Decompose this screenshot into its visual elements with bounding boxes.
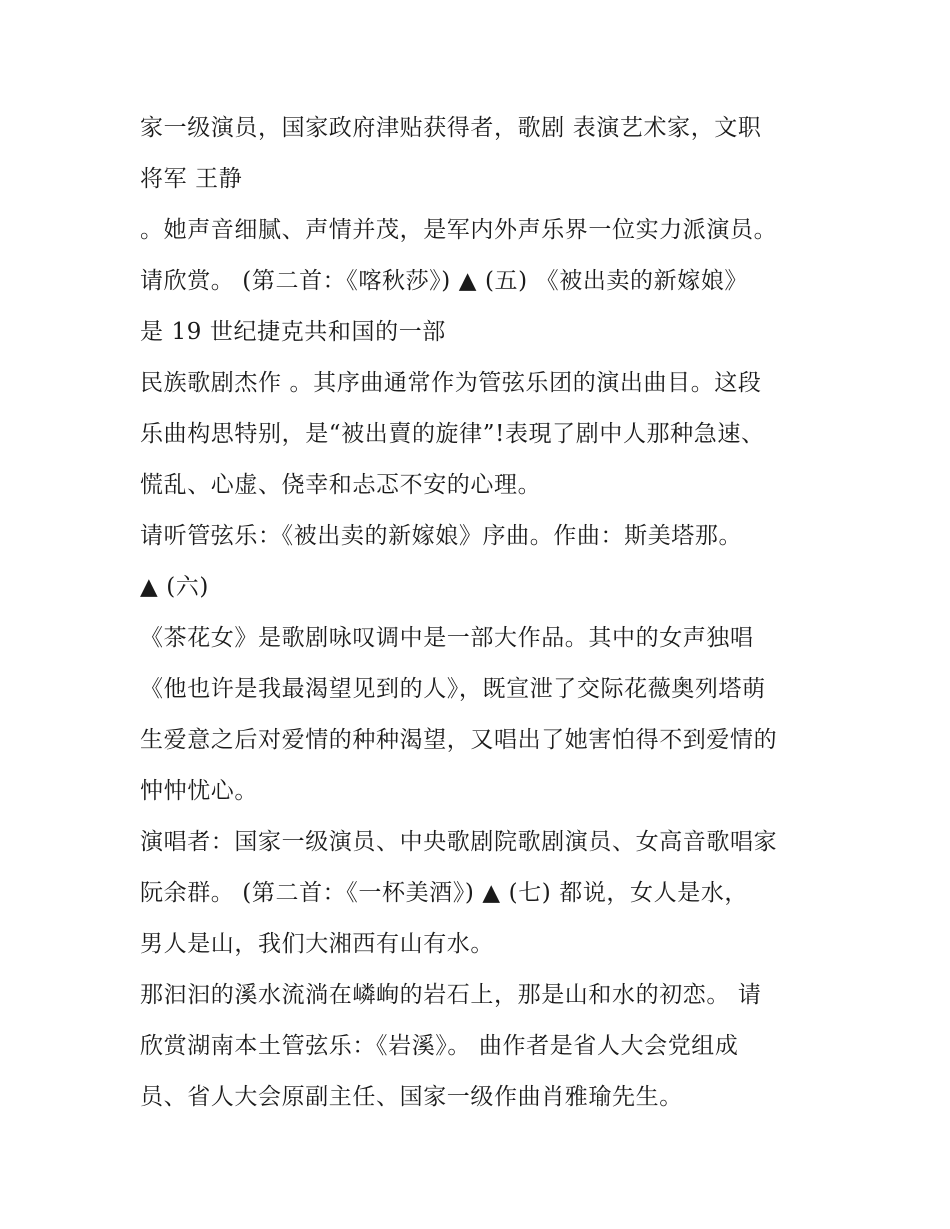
text-line: 《茶花女》是歌剧咏叹调中是一部大作品。其中的女声独唱 [140, 625, 754, 651]
text-line: 请听管弦乐：《被出卖的新嫁娘》序曲。作曲：斯美塔那。 [140, 523, 743, 549]
text-line: 《他也许是我最渴望见到的人》，既宣泄了交际花薇奥列塔萌 [140, 676, 766, 702]
text-line: 员、省人大会原副主任、国家一级作曲肖雅瑜先生。 [140, 1084, 683, 1110]
text-line: 将军 王静 [140, 166, 243, 192]
text-line: 演唱者：国家一级演员、中央歌剧院歌剧演员、女高音歌唱家 [140, 829, 778, 855]
text-line: 慌乱、心虚、侥幸和忐忑不安的心理。 [140, 472, 542, 498]
text-line: 。她声音细腻、声情并茂，是军内外声乐界一位实力派演员。 [140, 217, 778, 243]
text-line: 乐曲构思特别，是“被出賣的旋律”!表現了剧中人那种急速、 [140, 421, 765, 447]
text-line: 家一级演员，国家政府津贴获得者，歌剧 表演艺术家，文职 [140, 115, 762, 141]
text-line: 阮余群。 (第二首：《一杯美酒》) ▲ (七) 都说，女人是水， [140, 880, 749, 906]
text-line: 欣赏湖南本土管弦乐：《岩溪》。 曲作者是省人大会党组成 [140, 1033, 739, 1059]
text-line: 那汩汩的溪水流淌在嶙峋的岩石上，那是山和水的初恋。 请 [140, 982, 762, 1008]
text-line: 民族歌剧杰作 。其序曲通常作为管弦乐团的演出曲目。这段 [140, 370, 762, 396]
text-line: 男人是山，我们大湘西有山有水。 [140, 931, 494, 957]
text-line: 请欣赏。 (第二首：《喀秋莎》) ▲ (五) 《被出卖的新嫁娘》 [140, 268, 749, 294]
text-line: 生爱意之后对爱情的种种渴望，又唱出了她害怕得不到爱情的 [140, 727, 778, 753]
text-line: 忡忡忧心。 [140, 778, 258, 804]
text-line: 是 19 世纪捷克共和国的一部 [140, 319, 446, 345]
text-line: ▲ (六) [140, 574, 209, 600]
document-page [140, 103, 830, 1123]
